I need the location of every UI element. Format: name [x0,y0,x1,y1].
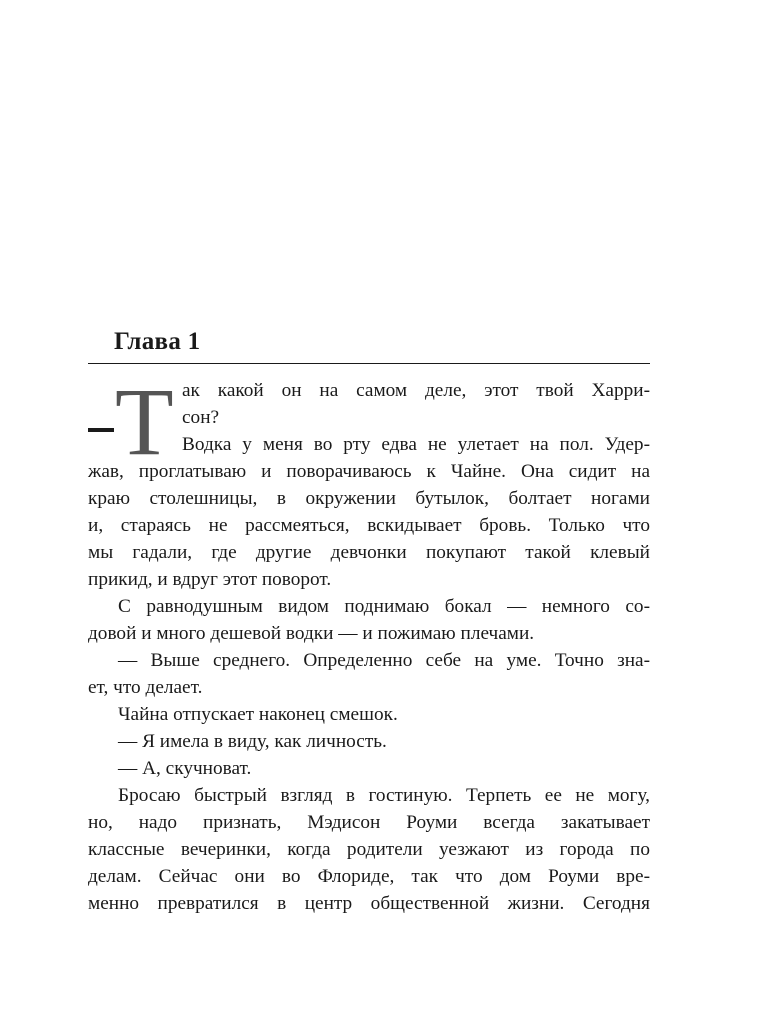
text-line: Водка у меня во рту едва не улетает на пол. Удер- [182,434,650,455]
text-line: — Я имела в виду, как личность. [118,731,387,752]
text-line: Бросаю быстрый взгляд в гостиную. Терпеть ее не могу, [118,785,650,806]
text-line: прикид, и вдруг этот поворот. [88,569,332,590]
text-line: мы гадали, где другие девчонки покупают такой клевый [88,542,650,563]
chapter-title: Глава 1 [114,328,201,355]
text-line: ак какой он на самом деле, этот твой Харри- [182,380,650,401]
text-line: ет, что делает. [88,677,203,698]
text-line: делам. Сейчас они во Флориде, так что дом Роуми вре- [88,866,650,887]
text-line: довой и много дешевой водки — и пожимаю плечами. [88,623,535,644]
text-line: классные вечеринки, когда родители уезжают из города по [88,839,650,860]
chapter-rule [88,363,650,364]
text-line: и, стараясь не рассмеяться, вскидывает бровь. Только что [88,515,650,536]
text-line: но, надо признать, Мэдисон Роуми всегда закатывает [88,812,650,833]
text-line: краю столешницы, в окружении бутылок, болтает ногами [88,488,650,509]
text-line: Чайна отпускает наконец смешок. [118,704,398,725]
text-line: жав, проглатываю и поворачиваюсь к Чайне. Она сидит на [88,461,650,482]
text-line: сон? [182,407,220,428]
text-line: — Выше среднего. Определенно себе на уме. Точно зна- [118,650,650,671]
text-line: — А, скучноват. [118,758,252,779]
drop-cap-letter: Т [115,368,174,475]
text-line: менно превратился в центр общественной жизни. Сегодня [88,893,650,914]
body-text [88,377,650,917]
text-line: С равнодушным видом поднимаю бокал — немного со- [118,596,650,617]
